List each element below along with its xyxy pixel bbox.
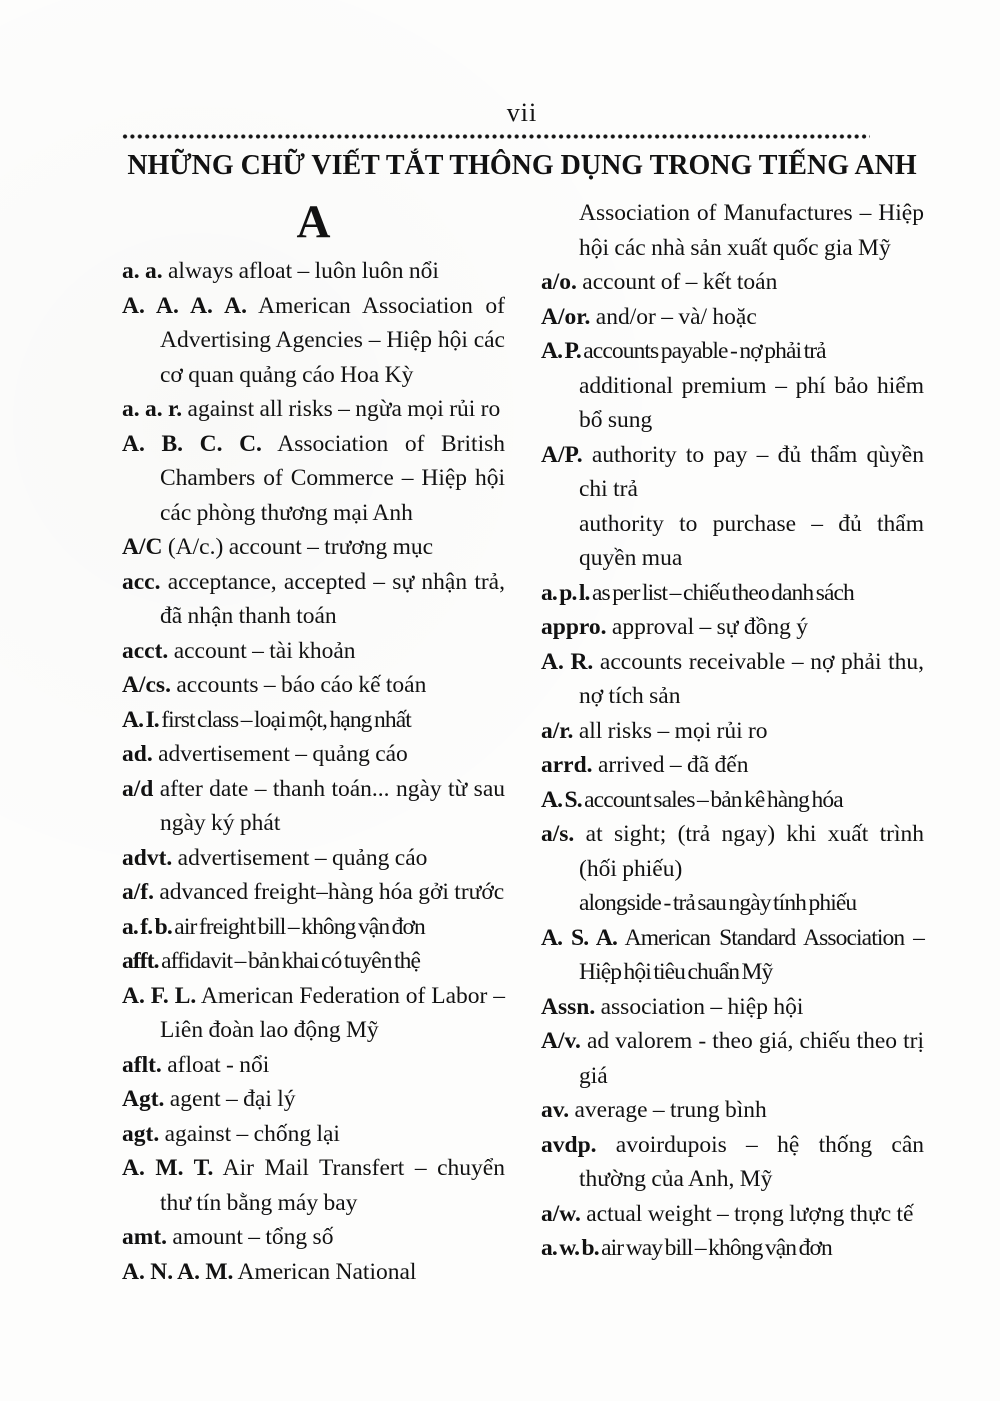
entry-term: avdp. xyxy=(541,1131,597,1158)
dictionary-entry xyxy=(541,300,924,335)
entry-term: a/o. xyxy=(541,269,577,295)
entry-definition: advertisement – quảng cáo xyxy=(172,844,428,871)
entry-definition: air way bill – không vận đơn xyxy=(598,1235,832,1261)
entry-definition: and/or – và/ hoặc xyxy=(590,303,757,330)
dictionary-entry xyxy=(541,196,924,265)
dictionary-entry xyxy=(541,265,924,300)
entry-term: A. P. xyxy=(541,338,581,364)
dictionary-entry xyxy=(122,1117,505,1152)
entry-term: a. w. b. xyxy=(541,1235,599,1261)
entry-definition: authority to pay – đủ thẩm qùyền chi trả xyxy=(579,441,924,502)
dictionary-entry xyxy=(541,438,924,507)
entry-definition: American Standard Association – Hiệp hội tiêu chuẩn Mỹ xyxy=(579,924,925,985)
dictionary-entry xyxy=(541,783,924,818)
entry-definition: advertisement – quảng cáo xyxy=(152,741,408,767)
entry-term: a/f. xyxy=(122,879,154,905)
entry-definition: as per list – chiếu theo danh sách xyxy=(589,579,854,606)
right-column xyxy=(541,196,924,1289)
dictionary-entry xyxy=(122,944,505,979)
section-letter: A xyxy=(296,196,331,248)
entry-definition: American Association of Advertising Agencies – Hiệp hội các cơ quan quảng cáo Hoa Kỳ xyxy=(160,292,505,388)
entry-term: A. S. A. xyxy=(541,924,617,951)
dictionary-entry xyxy=(541,610,924,645)
dictionary-entry xyxy=(122,634,505,669)
dictionary-entry xyxy=(122,841,505,876)
dictionary-entry xyxy=(122,668,505,703)
entry-definition: account – tài khoản xyxy=(168,637,356,664)
entry-definition: additional premium – phí bảo hiểm bổ sung xyxy=(579,372,924,433)
dictionary-entry xyxy=(541,1024,924,1093)
entry-term: A/cs. xyxy=(122,672,171,698)
dictionary-entry xyxy=(122,979,505,1048)
dictionary-entry xyxy=(122,875,505,910)
dictionary-entry xyxy=(122,772,505,841)
entry-definition: account sales – bản kê hàng hóa xyxy=(581,786,843,813)
entry-term: A. I. xyxy=(122,706,159,733)
page-number: vii xyxy=(506,98,538,127)
entry-definition: American Federation of Labor – Liên đoàn lao động Mỹ xyxy=(160,982,506,1043)
entry-definition: all risks – mọi rủi ro xyxy=(573,717,768,744)
entry-term: A. N. A. M. xyxy=(122,1258,234,1285)
entry-term: a/s. xyxy=(541,821,575,847)
entry-term: a/w. xyxy=(541,1200,581,1227)
entry-definition: Association of British Chambers of Commerce – Hiệp hội các phòng thương mại Anh xyxy=(160,430,505,526)
entry-definition: American National xyxy=(233,1258,417,1285)
entry-term: A/or. xyxy=(541,303,591,330)
entry-definition: (A/c.) account – trương mục xyxy=(162,534,434,560)
page-title: NHỮNG CHỮ VIẾT TẮT THÔNG DỤNG TRONG TIẾNG ANH xyxy=(127,150,917,181)
dictionary-entry xyxy=(122,1082,505,1117)
entry-definition: arrived – đã đến xyxy=(592,752,749,778)
entry-definition: Air Mail Transfert – chuyển thư tín bằng máy bay xyxy=(160,1155,505,1216)
dictionary-entry xyxy=(541,817,924,886)
dictionary-entry xyxy=(122,392,505,427)
entry-definition: advanced freight–hàng hóa gởi trước xyxy=(153,879,505,905)
dictionary-entry xyxy=(541,1093,924,1128)
entry-term: A/C xyxy=(122,534,163,560)
entry-term: A. M. T. xyxy=(122,1155,214,1181)
entry-term: a. f. b. xyxy=(122,913,172,940)
dictionary-entry xyxy=(541,369,924,438)
entry-definition: amount – tổng số xyxy=(167,1224,334,1250)
dictionary-entry xyxy=(541,1128,924,1197)
dictionary-entry xyxy=(122,254,505,289)
entry-term: a/d xyxy=(122,775,154,802)
entry-definition: against all risks – ngừa mọi rủi ro xyxy=(182,396,501,422)
entry-definition: Association of Manufactures – Hiệp hội các nhà sản xuất quốc gia Mỹ xyxy=(579,200,924,261)
dictionary-entry xyxy=(122,530,505,565)
dotted-divider xyxy=(122,133,870,140)
dictionary-entry xyxy=(122,910,505,945)
entry-definition: authority to purchase – đủ thẩm quyền mua xyxy=(579,510,924,571)
entry-definition: ad valorem - theo giá, chiếu theo trị giá xyxy=(579,1028,924,1089)
entry-term: ad. xyxy=(122,741,153,767)
entry-definition: at sight; (trả ngay) khi xuất trình (hối phiếu) xyxy=(574,821,924,882)
dictionary-entry xyxy=(122,1048,505,1083)
entry-term: afft. xyxy=(122,948,159,974)
entry-term: acct. xyxy=(122,637,169,664)
entry-term: A. R. xyxy=(541,648,594,675)
entry-definition: agent – đại lý xyxy=(164,1086,296,1112)
entry-term: acc. xyxy=(122,568,161,595)
two-column-layout xyxy=(122,196,925,1289)
dictionary-entry xyxy=(122,703,505,738)
entry-term: appro. xyxy=(541,614,607,640)
dictionary-entry xyxy=(122,1220,505,1255)
entry-term: advt. xyxy=(122,844,173,871)
entry-term: a/r. xyxy=(541,717,574,744)
dictionary-entry xyxy=(541,714,924,749)
entry-definition: after date – thanh toán... ngày từ sau ngày ký phát xyxy=(153,775,505,836)
entry-definition: afloat - nổi xyxy=(161,1051,270,1078)
entry-definition: avoirdupois – hệ thống cân thường của Anh, Mỹ xyxy=(579,1131,924,1192)
entry-term: arrd. xyxy=(541,752,593,778)
dictionary-entry xyxy=(541,1197,924,1232)
dictionary-entry xyxy=(541,334,924,369)
dictionary-entry xyxy=(541,645,924,714)
entry-definition: air freight bill – không vận đơn xyxy=(171,913,425,940)
dictionary-entry xyxy=(541,507,924,576)
dictionary-entry xyxy=(541,1231,924,1266)
dictionary-entry xyxy=(122,565,505,634)
entry-term: A. S. xyxy=(541,786,582,813)
dictionary-entry xyxy=(541,576,924,611)
entry-term: A/v. xyxy=(541,1028,581,1054)
dictionary-entry xyxy=(122,737,505,772)
dictionary-entry xyxy=(541,990,924,1025)
entry-term: aflt. xyxy=(122,1051,162,1078)
entry-term: A. B. C. C. xyxy=(122,430,262,457)
entry-term: agt. xyxy=(122,1120,160,1147)
entry-definition: accounts – báo cáo kế toán xyxy=(170,672,427,698)
entry-definition: actual weight – trọng lượng thực tế xyxy=(580,1200,914,1227)
entry-term: Assn. xyxy=(541,993,596,1020)
entry-term: a. a. xyxy=(122,258,163,284)
dictionary-entry xyxy=(541,921,924,990)
entry-definition: accounts receivable – nợ phải thu, nợ tích sản xyxy=(579,648,924,709)
entry-definition: accounts payable - nợ phải trả xyxy=(580,338,826,364)
dictionary-entry xyxy=(541,748,924,783)
entry-definition: account of – kết toán xyxy=(576,269,778,295)
entry-term: A. F. L. xyxy=(122,982,197,1009)
entry-term: A/P. xyxy=(541,441,583,468)
entry-definition: against – chống lại xyxy=(159,1120,340,1147)
entry-term: a. a. r. xyxy=(122,396,183,422)
entry-definition: affidavit – bản khai có tuyên thệ xyxy=(158,948,421,974)
dictionary-entry xyxy=(122,427,505,531)
entry-definition: first class – loại một, hạng nhất xyxy=(158,706,411,733)
entry-definition: acceptance, accepted – sự nhận trả, đã nhận thanh toán xyxy=(160,568,505,629)
entry-definition: alongside - trả sau ngày tính phiếu xyxy=(579,890,857,916)
dictionary-entry xyxy=(122,289,505,393)
entry-term: A. A. A. A. xyxy=(122,292,247,319)
entry-definition: association – hiệp hội xyxy=(595,993,804,1020)
dictionary-entry xyxy=(122,1151,505,1220)
entry-definition: average – trung bình xyxy=(569,1097,767,1123)
dictionary-entry xyxy=(122,1255,505,1290)
entry-term: Agt. xyxy=(122,1086,165,1112)
entry-term: amt. xyxy=(122,1224,168,1250)
left-column xyxy=(122,196,505,1289)
dictionary-entry xyxy=(541,886,924,921)
entry-term: a. p. l. xyxy=(541,579,590,606)
entry-term: av. xyxy=(541,1097,570,1123)
entry-definition: approval – sự đồng ý xyxy=(606,614,809,640)
entry-definition: always afloat – luôn luôn nổi xyxy=(162,258,439,284)
